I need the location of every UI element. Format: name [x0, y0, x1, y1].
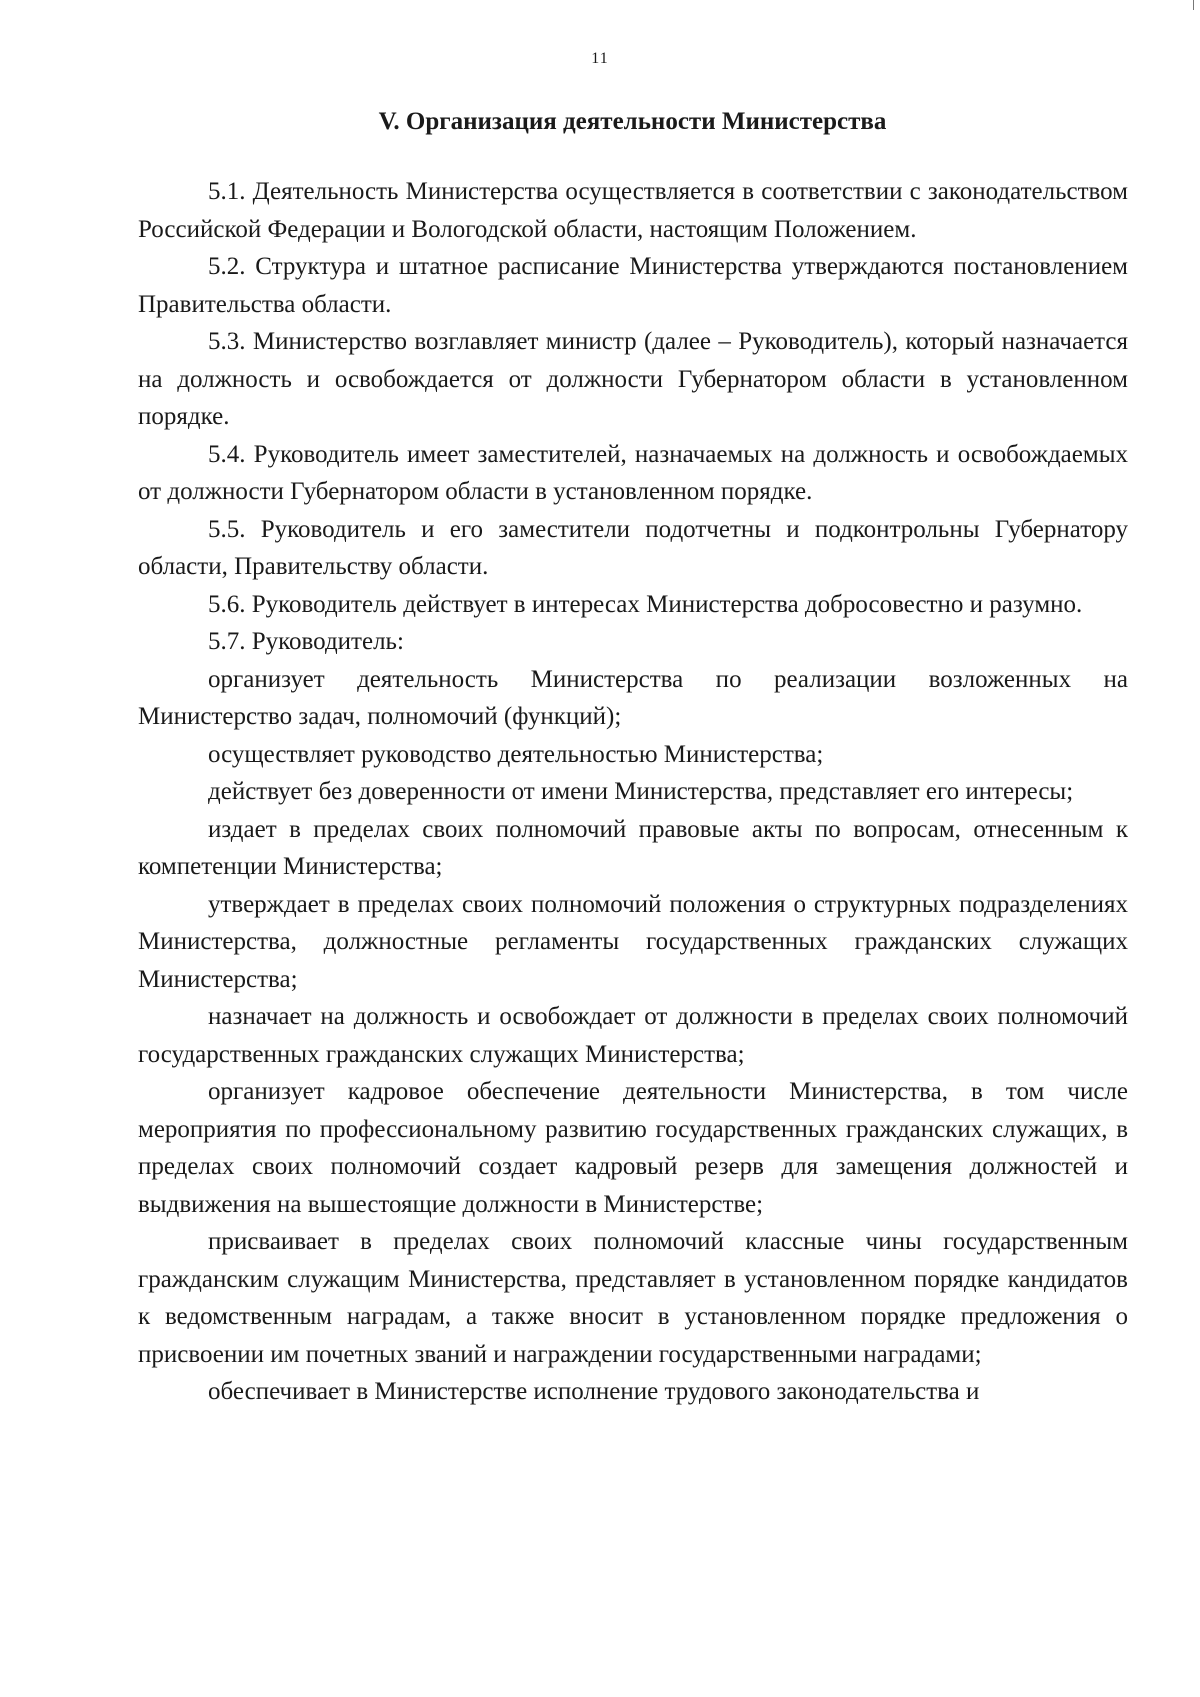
paragraph-5-5: 5.5. Руководитель и его заместители подотчетны и подконтрольны Губернатору области, Правительству области. [138, 515, 1128, 580]
list-item: организует деятельность Министерства по реализации возложенных на Министерство задач, полномочий (функций); [138, 665, 1128, 730]
list-item: утверждает в пределах своих полномочий положения о структурных подразделениях Министерства, должностные регламенты государственных гражданских служащих Министерства; [138, 890, 1128, 993]
list-item: организует кадровое обеспечение деятельности Министерства, в том числе мероприятия по профессиональному развитию государственных гражданских служащих, в пределах своих полномочий создает кадровый резерв для замещения должностей и выдвижения на вышестоящие должности в Министерстве; [138, 1078, 1128, 1218]
paragraph-5-3: 5.3. Министерство возглавляет министр (далее – Руководитель), который назначается на должность и освобождается от должности Губернатором области в установленном порядке. [138, 328, 1128, 430]
paragraph-5-7: 5.7. Руководитель: [208, 628, 404, 655]
page-edge-mark [1193, 0, 1194, 10]
list-item: осуществляет руководство деятельностью Министерства; [208, 740, 824, 768]
list-item: обеспечивает в Министерстве исполнение трудового законодательства и [208, 1378, 980, 1405]
document-body [138, 173, 1128, 1411]
paragraph-5-4: 5.4. Руководитель имеет заместителей, назначаемых на должность и освобождаемых от должности Губернатором области в установленном порядке. [138, 440, 1128, 505]
paragraph-5-2: 5.2. Структура и штатное расписание Министерства утверждаются постановлением Правительства области. [138, 253, 1128, 318]
list-item: действует без доверенности от имени Министерства, представляет его интересы; [208, 778, 1074, 805]
list-item: назначает на должность и освобождает от должности в пределах своих полномочий государственных гражданских служащих Министерства; [138, 1003, 1128, 1068]
paragraph-5-1: 5.1. Деятельность Министерства осуществляется в соответствии с законодательством Российской Федерации и Вологодской области, настоящим Положением. [138, 178, 1128, 243]
page-number: 11 [591, 50, 609, 67]
list-item: присваивает в пределах своих полномочий классные чины государственным гражданским служащим Министерства, представляет в установленном порядке кандидатов к ведомственным наградам, а также вносит в установленном порядке предложения о присвоении им почетных званий и награждении государственными наградами; [138, 1228, 1128, 1368]
paragraph-5-6: 5.6. Руководитель действует в интересах Министерства добросовестно и разумно. [208, 590, 1083, 618]
list-item: издает в пределах своих полномочий правовые акты по вопросам, отнесенным к компетенции Министерства; [138, 815, 1128, 880]
section-title: V. Организация деятельности Министерства [378, 108, 887, 135]
